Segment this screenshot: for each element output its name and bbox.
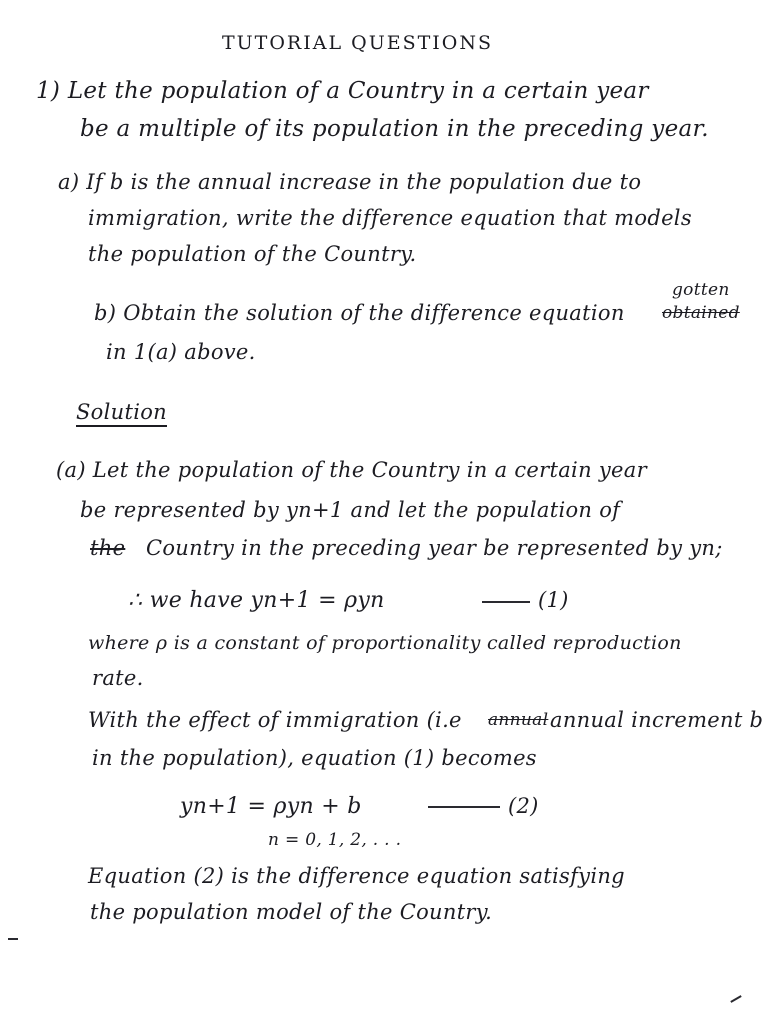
equation-1: ∴ we have yn+1 = ρyn [128, 588, 385, 613]
inserted-word: gotten [672, 280, 730, 300]
corner-mark [730, 995, 741, 1003]
equation-1-label: (1) [538, 588, 569, 612]
equation-2-range: n = 0, 1, 2, . . . [268, 830, 402, 850]
solution-a-line-3: Country in the preceding year be represented by yn; [146, 536, 723, 560]
question-part-a-line-3: the population of the Country. [88, 242, 417, 266]
struck-word: obtained [662, 303, 740, 323]
struck-article: the [90, 536, 126, 560]
where-line-2: rate. [92, 666, 144, 690]
equation-2: yn+1 = ρyn + b [180, 794, 362, 819]
immigration-struck-word: annual [488, 710, 549, 730]
equation-2-dash [428, 806, 500, 808]
stray-mark [8, 938, 18, 940]
page-title: TUTORIAL QUESTIONS [222, 32, 493, 54]
conclusion-line-2: the population model of the Country. [90, 900, 493, 924]
immigration-line-2: in the population), equation (1) becomes [92, 746, 537, 770]
where-line-1: where ρ is a constant of proportionality called reproduction [88, 632, 682, 654]
question-part-a-line-1: a) If b is the annual increase in the population due to [58, 170, 642, 194]
conclusion-line-1: Equation (2) is the difference equation satisfying [88, 864, 625, 888]
solution-heading: Solution [76, 400, 167, 424]
question-part-a-line-2: immigration, write the difference equation that models [88, 206, 692, 230]
question-part-b-line-2: in 1(a) above. [106, 340, 256, 364]
solution-a-line-1: (a) Let the population of the Country in a certain year [56, 458, 647, 482]
question-part-b-line-1: b) Obtain the solution of the difference equation [94, 301, 625, 325]
question-1-line-2: be a multiple of its population in the preceding year. [80, 116, 709, 142]
equation-2-label: (2) [508, 794, 539, 818]
equation-1-dash [482, 601, 530, 603]
question-1-line-1: 1) Let the population of a Country in a certain year [36, 78, 649, 104]
immigration-line-1-end: annual increment b [550, 708, 764, 732]
immigration-line-1-start: With the effect of immigration (i.e [88, 708, 462, 732]
solution-a-line-2: be represented by yn+1 and let the population of [80, 498, 621, 522]
